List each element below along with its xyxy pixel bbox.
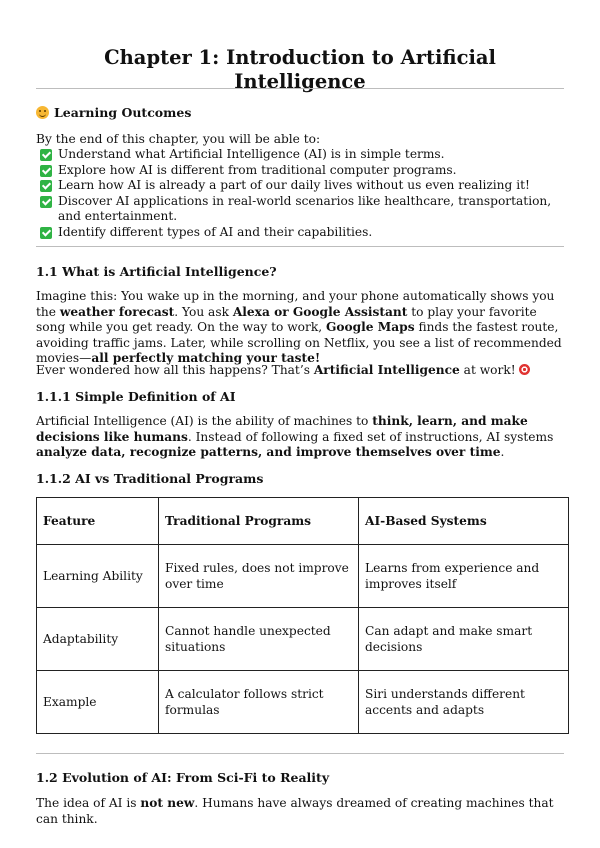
bold-run: Alexa or Google Assistant: [232, 304, 408, 319]
table-row: [37, 545, 569, 608]
text-run: The idea of AI is: [36, 796, 141, 810]
table-cell: Can adapt and make smart decisions: [359, 608, 569, 671]
bold-run: not new: [140, 796, 195, 810]
paragraph-definition: [36, 414, 564, 461]
paragraph-evolution: [36, 796, 564, 827]
bold-run: Google Maps: [325, 320, 415, 334]
divider: [36, 246, 564, 247]
list-item: [40, 225, 560, 241]
text-run: .: [500, 445, 505, 459]
bold-run: think, learn, and make decisions like humans: [36, 414, 528, 444]
list-item-text: Discover AI applications in real-world scenarios like healthcare, transportation, and entertainment.: [58, 193, 552, 223]
section-heading-1-1-1: 1.1.1 Simple Definition of AI: [36, 389, 236, 404]
list-item: [40, 163, 560, 179]
paragraph-intro: [36, 289, 564, 367]
table-row: [37, 671, 569, 734]
learning-outcomes-list: [40, 147, 560, 240]
divider: [36, 753, 564, 754]
text-run: . You ask: [174, 304, 233, 319]
learning-outcomes-heading-text: Learning Outcomes: [54, 105, 192, 120]
check-mark-icon: [40, 180, 52, 192]
table-cell: A calculator follows strict formulas: [159, 671, 359, 734]
table-cell: Adaptability: [37, 608, 159, 671]
text-run: finds the fastest route, avoiding traffic jams. Later, while scrolling on Netflix, you see a list of recommended movies—: [36, 320, 562, 365]
section-heading-1-1: 1.1 What is Artificial Intelligence?: [36, 264, 277, 279]
table-cell: Learns from experience and improves itself: [359, 545, 569, 608]
table-cell: Cannot handle unexpected situations: [159, 608, 359, 671]
check-mark-icon: [40, 227, 52, 239]
check-mark-icon: [40, 196, 52, 208]
list-item: [40, 147, 560, 163]
text-run: Artificial Intelligence (AI) is the ability of machines to: [36, 414, 373, 428]
section-heading-1-2: 1.2 Evolution of AI: From Sci-Fi to Reality: [36, 770, 330, 785]
bold-run: all perfectly matching your taste!: [91, 351, 321, 365]
text-run: at work!: [459, 363, 516, 377]
comparison-table: [36, 497, 569, 734]
bold-run: analyze data, recognize patterns, and improve themselves over time: [36, 445, 501, 459]
text-run: Imagine this: You wake up in the morning, and your phone automatically shows you the: [36, 289, 555, 319]
section-heading-1-1-2: 1.1.2 AI vs Traditional Programs: [36, 471, 264, 486]
table-header-cell: AI-Based Systems: [359, 498, 569, 545]
text-run: Ever wondered how all this happens? That’s: [36, 363, 314, 377]
table-header-row: [37, 498, 569, 545]
list-item: [40, 178, 560, 194]
text-run: . Instead of following a fixed set of instructions, AI systems: [187, 429, 554, 444]
text-run: . Humans have always dreamed of creating machines that can think.: [36, 796, 554, 826]
list-item: [40, 194, 560, 225]
learning-outcomes-heading: [36, 105, 191, 121]
paragraph-wonder: [36, 363, 564, 379]
table-cell: Example: [37, 671, 159, 734]
list-item-text: Identify different types of AI and their capabilities.: [58, 224, 373, 239]
bold-run: weather forecast: [59, 304, 175, 319]
bold-run: Artificial Intelligence: [313, 363, 460, 377]
list-item-text: Understand what Artificial Intelligence (AI) is in simple terms.: [58, 147, 445, 161]
check-mark-icon: [40, 149, 52, 161]
list-item-text: Learn how AI is already a part of our daily lives without us even realizing it!: [58, 178, 530, 192]
target-icon: [519, 364, 530, 375]
list-item-text: Explore how AI is different from traditional computer programs.: [58, 162, 457, 177]
table-header-cell: Feature: [37, 498, 159, 545]
learning-outcomes-intro: By the end of this chapter, you will be able to:: [36, 132, 321, 146]
table-cell: Fixed rules, does not improve over time: [159, 545, 359, 608]
table-cell: Learning Ability: [37, 545, 159, 608]
table-header-cell: Traditional Programs: [159, 498, 359, 545]
table-cell: Siri understands different accents and adapts: [359, 671, 569, 734]
smiling-face-icon: [36, 106, 49, 119]
chapter-title: Chapter 1: Introduction to Artificial Intelligence: [104, 46, 496, 93]
table-row: [37, 608, 569, 671]
check-mark-icon: [40, 165, 52, 177]
divider: [36, 88, 564, 89]
text-run: to play your favorite song while you get ready. On the way to work,: [36, 304, 537, 334]
